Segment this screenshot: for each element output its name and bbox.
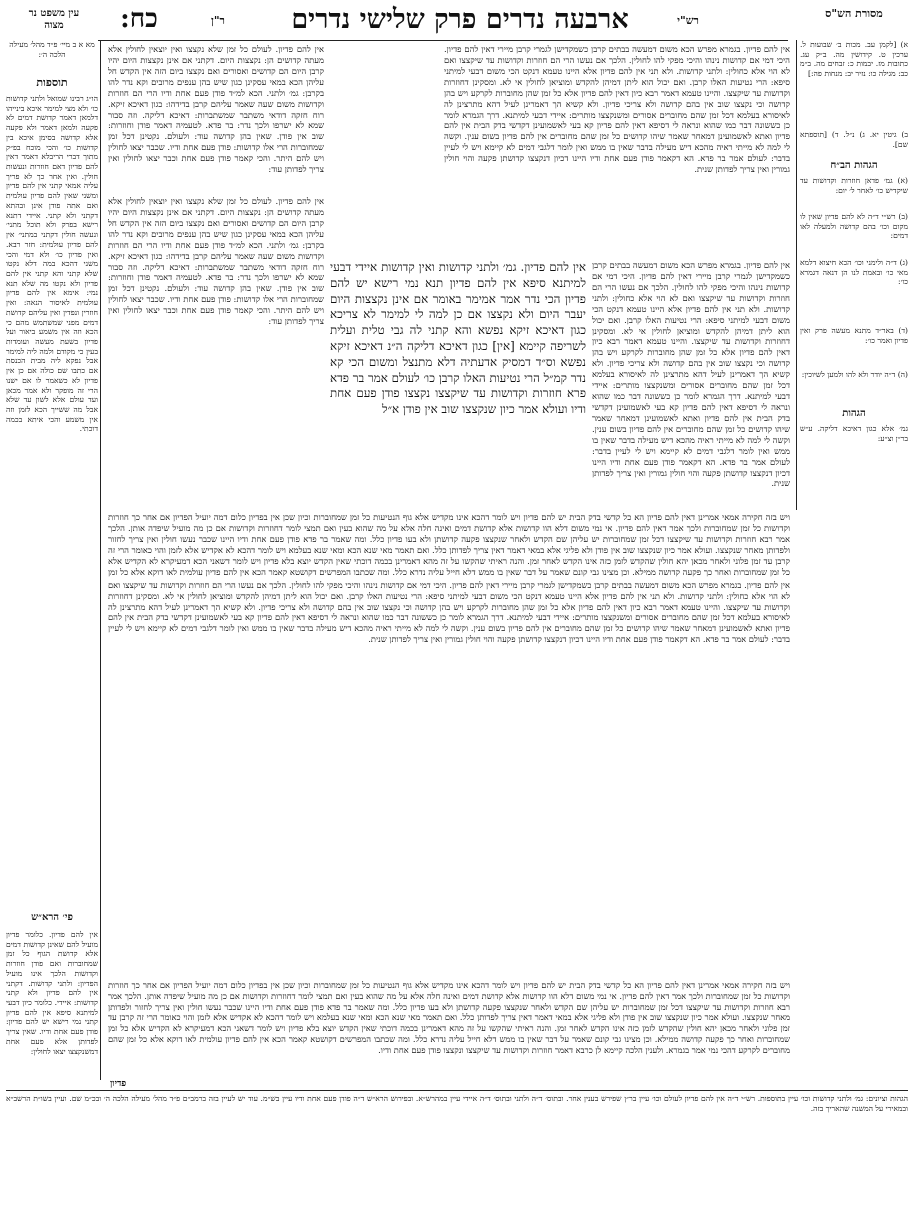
gemara-text: אין להם פדיון. גמ׳ ולתני קדושות ואין קדושות איידי דבעי למיתנא סיפא אין להם פדיון תנא נמי רישא יש להם פדיון הכי נדר אמר אמימר באומר אם אינן נקצצות היום יעבר היום ולא נקצצו אם כן למה לי למימר לא צריכא כגון דאיכא זיקא נפשא והא קתני לה גבי טלית ועלית לשריפה קיימא [אין] כגון דאיכא דליקה ה״נ דאיכא זיקא נפשא וס״ד דמסיק אדעתיה דלא מתנצל ומשום הכי קא נדר קמ״ל הרי נטיעות האלו קרבן כו׳ לעולם אמר בר פדא פרא חוזרות וקדושות עד שיקצצו נקצצו פודן פעם אחת ודיו ועולא אמר כיון שנקצצו שוב אין פודן א״ל	[330, 260, 586, 417]
hagahot-item: (א) גמ׳ פדאן חוזרות וקדושות עד שיקדיש כו׳ לאחר ל׳ יום:	[800, 176, 908, 195]
hagahot-habach-label: הגהות הב״ח	[830, 160, 878, 171]
daf-number: כח:	[120, 4, 158, 34]
rashi-top: אין להם פדיון. לעולם כל זמן שלא נקצצו ואין יוצאין לחולין אלא מעתה קדושים הן: נקצצות היום. דקתני אם אינן נקצצות היום יהיו קרבן היום הם קדושים ואסורים ואם נקצצו ביום הזה אין הקדש חל עליהן הכא במאי עסקינן כגון שיש בהן ענפים מרובים וקא נדר להו בקרבן: גמ׳ ולתני. הכא למ״ד פודן פעם אחת ודיו הרי הם חוזרות וקדושות משום שעה שאמר עליהם קרבן בדידהו: כגון דאיכא זיקא. רוח חזקה דודאי משתבר שמשתברות: דאיכא דליקה. וזה סבור שמא לא ישרפו ולכך נדר: בר פדא. לטעמיה דאמר פודן וחוזרות: שוב אין פודן. שאין בהן קדושה עוד: ולעולם. נקטינן דכל זמן שמחוברות הרי אלו קדושות: פודן פעם אחת ודיו. שכבר יצאו לחולין ויש להם היתר. והכי קאמר פודן פעם אחת וכבר יצאו לחולין ואין צריך לפדותן עוד:	[108, 44, 324, 175]
footer-notes: הגהות וציונים: גמ׳ ולתני קדושות וכו׳ עיין בתוספות. רש״י ד״ה אין להם פדיון לעולם וכו׳ עיין בר״ן שפירש בענין אחר. ובתוס׳ ד״ה ולתני ובתוס׳ ד״ה איידי עיין במהרש״א. ובפירוש הרא״ש ד״ה פודן פעם אחת ודיו עיין בש״מ. עוד יש לעיין בזה ברמב״ם פ״ד מהל׳ מעילה הלכה ה׳ ובכ״מ שם. ועיין בשו״ת הרשב״א ובמאירי על המשנה שהאריך בזה.	[6, 1094, 908, 1113]
hagahot-note: גמ׳ אלא כגון דאיכא דליקה. ע״ש בר״ן וצ״ע:	[800, 424, 908, 443]
ran-top: אין להם פדיון. בגמרא מפרש הכא משום דמעשה בבתים קרבן כשמקדישן לגמרי קרבן מיירי דאין להם פדיון. היכי דמי אם קדושות נינהו והיכי מפקי להו לחולין. הלכך אם נעשו הרי הם חוזרות וקדושות עד שיקצצו ואם לא הוי אלא כחולין: ולתני קדושות. ולא תני אין להם פדיון אלא היינו טעמא דנקט הכי משום דבעי למיתני סיפא: הרי נטיעות האלו קרבן. ואם יכול הוא ליתן דמיהן להקדש ומוציאן לחולין אי לא. ומסקינן דחוזרות וקדושות עד שיקצצו. והיינו טעמא דאמר רבא כיון דאין להם פדיון אלא כל זמן שהן מחוברות לקרקע ויש בהן קדושה וכי נקצצו שוב אין בהם קדושה ולא צריכי פדיון. ולא קשיא הך דאמרינן לעיל דהא מתרצינן לה לאיסורא בעלמא דכל זמן שהם מחוברים אסורים ומשנקצצו מותרים: איידי דבעי למיתנא. דרך הגמרא לומר כן כששונה דבר כמו שהוא ונראה לי דסיפא דאין להם פדיון קא בעי לאשמועינן דקדשי בדק הבית אין להם פדיון ואתא לאשמועינן דמאחר שאמר שיהו קדושים כל זמן שהם מחוברים אין להם פדיון בשום ענין. וקשה לי למה לא מייתי ראיה מהכא דיש מעילה בדבר שאין בו ממש ואין לומר דלגבי דמים לא קיימא ויש לי לעיין בדבר: לעולם אמר בר פדא. הא דקאמר פודן פעם אחת ודיו היינו דכיון דנקצצו קדושתן פקעה והוי חולין גמורין ואין צריך לפדותן שנית.	[444, 44, 790, 175]
footer-rule	[6, 1090, 908, 1091]
divider-left	[100, 40, 101, 1080]
hagahot-item: (ד) באר״ד מתנא מעשה פרק ואין פדיון ואמר כו׳:	[800, 326, 908, 345]
ran-side: אין להם פדיון. בגמרא מפרש הכא משום דמעשה בבתים קרבן כשמקדישן לגמרי קרבן מיירי דאין להם פדיון. היכי דמי אם קדושות נינהו והיכי מפקי להו לחולין. הלכך אם נעשו הרי הם חוזרות וקדושות עד שיקצצו ואם לא הוי אלא כחולין: ולתני קדושות. ולא תני אין להם פדיון אלא היינו טעמא דנקט הכי משום דבעי למיתני סיפא: הרי נטיעות האלו קרבן. ואם יכול הוא ליתן דמיהן להקדש ומוציאן לחולין אי לא. ומסקינן דחוזרות וקדושות עד שיקצצו. והיינו טעמא דאמר רבא כיון דאין להם פדיון אלא כל זמן שהן מחוברות לקרקע ויש בהן קדושה וכי נקצצו שוב אין בהם קדושה ולא צריכי פדיון. ולא קשיא הך דאמרינן לעיל דהא מתרצינן לה לאיסורא בעלמא דכל זמן שהם מחוברים אסורים ומשנקצצו מותרים: איידי דבעי למיתנא. דרך הגמרא לומר כן כששונה דבר כמו שהוא ונראה לי דסיפא דאין להם פדיון קא בעי לאשמועינן דקדשי בדק הבית אין להם פדיון ואתא לאשמועינן דמאחר שאמר שיהו קדושים כל זמן שהם מחוברים אין להם פדיון בשום ענין. וקשה לי למה לא מייתי ראיה מהכא דיש מעילה בדבר שאין בו ממש ואין לומר דלגבי דמים לא קיימא ויש לי לעיין בדבר: לעולם אמר בר פדא. הא דקאמר פודן פעם אחת ודיו היינו דכיון דנקצצו קדושתן פקעה והוי חולין גמורין ואין צריך לפדותן שנית.	[592, 260, 790, 489]
header-rashi: רש"י	[677, 14, 699, 27]
rashi-side: אין להם פדיון. לעולם כל זמן שלא נקצצו ואין יוצאין לחולין אלא מעתה קדושים הן: נקצצות היום. דקתני אם אינן נקצצות היום יהיו קרבן היום הם קדושים ואסורים ואם נקצצו ביום הזה אין הקדש חל עליהן הכא במאי עסקינן כגון שיש בהן ענפים מרובים וקא נדר להו בקרבן: גמ׳ ולתני. הכא למ״ד פודן פעם אחת ודיו הרי הם חוזרות וקדושות משום שעה שאמר עליהם קרבן בדידהו: כגון דאיכא זיקא. רוח חזקה דודאי משתבר שמשתברות: דאיכא דליקה. וזה סבור שמא לא ישרפו ולכך נדר: בר פדא. לטעמיה דאמר פודן וחוזרות: שוב אין פודן. שאין בהן קדושה עוד: ולעולם. נקטינן דכל זמן שמחוברות הרי אלו קדושות: פודן פעם אחת ודיו. שכבר יצאו לחולין ויש להם היתר. והכי קאמר פודן פעם אחת וכבר יצאו לחולין ואין צריך לפדותן עוד:	[108, 196, 324, 327]
mesoret-entry-1: א) [לקמן עב. מכות ב׳ שבועות ל. ערכין ט. קידושין מה. ב״ק עג. כתובות מז. יבמות כ: זבחים מה. ב״מ כב: מגילה כו: נזיר יב: מנחות פה:]	[800, 40, 908, 79]
commentary-bottom: ויש בזה חקירה אמאי אמרינן דאין להם פדיון הא כל קדשי בדק הבית יש להם פדיון ויש לומר דהכא אינו מקדיש אלא גוף הנטיעות כל זמן שמחוברות וכיון שכן אין בפדיון כלום דמה יועיל הפדיון אם אחר כך חוזרות וקדושות כל זמן שמחוברות ולכך אמר דאין להם פדיון. אי נמי משום דלא הוו קדושות אלא קדושת דמים ואינה חלה אלא על מה שהוא בעין ואם תמצי לומר דחוזרות וקדושות אם כן מה מועיל שיפדה אותן. הלכך אמר רבא חוזרות וקדושות עד שיקצצו דכל זמן שמחוברות יש עליהן שם הקדש ולאחר שנקצצו פקעה קדושתן ולא בעו פדיון כלל. ומה שאמר בר פדא פודן פעם אחת ודיו היינו שכבר נעשו חולין ואין צריך לחזור ולפדותן מאחר שנקצצו. ועולא אמר כיון שנקצצו שוב אין פודן ולא פליגי אלא במאי דאמר דאין צריך לפדותן כלל. ואם תאמר מאי שנא הכא ומאי שנא בעלמא ויש לומר דהכא לא אקדיש אלא לזמן והוי כאומר הרי זה קרבן עד זמן פלוני ולאחר מכאן יהא חולין שהקדש לזמן כזה אינו הקדש לאחר זמן. והנה ראיתי שהקשו על זה מהא דאמרינן בכמה דוכתי שאין הקדש יוצא בלא פדיון ויש לומר דשאני הכא דמעיקרא לא הקדיש אלא כל זמן שמחוברות ואחר כך פקעה קדושה ממילא. וכן מצינו גבי קונם שאמר על דבר שאין בו ממש דלא חייל עליה נדרא כלל. ומה שכתבו המפרשים דקושטא קאמר הכא אין להם פדיון עולמית לאו דוקא אלא כל זמן שהם מחוברים לקרקע דהכי נמי אמר בגמרא. ולענין הלכה קיימא לן כרבא דאמר חוזרות וקדושות עד שיקצצו ונקצצו פודן פעם אחת ודיו.	[108, 980, 790, 1055]
tosafot-label: תוספות	[36, 76, 68, 89]
hagahot-item: (ב) רש״י ד״ה לא להם פדיון שאין לו מקום וכו׳ בהם קדושה ולמעלה לאו דמים:	[800, 212, 908, 241]
header-ran: ר"ן	[211, 14, 225, 27]
left-margin-title: עין משפט נר מצוה	[28, 8, 80, 31]
hagahot-label: הגהות	[842, 408, 866, 419]
tosafot-text: הו״ג רבינו שמואל ולתני קדושות כו׳ ולא מצי למימר איכא בינייהו דלמאן דאמר קדושת דמים לא פקעה ולמאן דאמר ולא פקעה אלא קדושה בסימן איכא בין קדושות כו׳ והכי מוכח בפ״ק מתוך דברי הריבלא דאמר דאין להם פדיון דאם חוזרות ונעשות חולין. ואין אחר כך לא פריך עליה אמאי קתני אין להם פדיון ומשני שאין להם פדיון עולמית ואם אתה פודן אינן ובהתא דקתני ולא קתני. איידי דתנא רישא בפרק ולא תוכל מתני׳ ונעשה חולין דקתני במתני׳ אין להם פדיון עולמית: חזר רבא. ואין פדיון כו׳ ולא דמי והכי משני דהכא במה דלא נקטו שלא קתני והא קתני אין להם פדיון ולא נקטו מה שלא תנא נמי: אימא אין להם פדיון עולמית לאיסור הנאה: ואין חוזרין ונפדין ואין עליהם קדושת דמים מפני שמשתמש מהם כי הכא וזה אין משמע ביאור ועל פדיון בשעת מעשה ועומדות בעין כי מקודם ולמה ליה למימר אבל נפקא ליה מבית הכנסת אם כתבו שם כולה אם כן אין פדיון לא כשאמר לו אם ישנו הרי זה מופקר ולא אמר מכאן ועד עולם אלא לשון עד שלא אבל מה ששייך הכא לזמן וזה אין משמע והכי איתא בכמה דוכתי.	[6, 94, 98, 434]
hagahot-item: (ה) ד״ה יודר ולא להו ולמען לשיוכין:	[801, 370, 908, 379]
commentary-middle: ויש בזה חקירה אמאי אמרינן דאין להם פדיון הא כל קדשי בדק הבית יש להם פדיון ויש לומר דהכא אינו מקדיש אלא גוף הנטיעות כל זמן שמחוברות וכיון שכן אין בפדיון כלום דמה יועיל הפדיון אם אחר כך חוזרות וקדושות כל זמן שמחוברות ולכך אמר דאין להם פדיון. אי נמי משום דלא הוו קדושות אלא קדושת דמים ואינה חלה אלא על מה שהוא בעין ואם תמצי לומר דחוזרות וקדושות אם כן מה מועיל שיפדה אותן. הלכך אמר רבא חוזרות וקדושות עד שיקצצו דכל זמן שמחוברות יש עליהן שם הקדש ולאחר שנקצצו פקעה קדושתן ולא בעו פדיון כלל. ומה שאמר בר פדא פודן פעם אחת ודיו היינו שכבר נעשו חולין ואין צריך לחזור ולפדותן מאחר שנקצצו. ועולא אמר כיון שנקצצו שוב אין פודן ולא פליגי אלא במאי דאמר דאין צריך לפדותן כלל. ואם תאמר מאי שנא הכא ומאי שנא בעלמא ויש לומר דהכא לא אקדיש אלא לזמן והוי כאומר הרי זה קרבן עד זמן פלוני ולאחר מכאן יהא חולין שהקדש לזמן כזה אינו הקדש לאחר זמן. והנה ראיתי שהקשו על זה מהא דאמרינן בכמה דוכתי שאין הקדש יוצא בלא פדיון ויש לומר דשאני הכא דמעיקרא לא הקדיש אלא כל זמן שמחוברות ואחר כך פקעה קדושה ממילא. וכן מצינו גבי קונם שאמר על דבר שאין בו ממש דלא חייל עליה נדרא כלל. ומה שכתבו המפרשים דקושטא קאמר הכא אין להם פדיון עולמית לאו דוקא אלא כל זמן	[108, 512, 790, 577]
ein-mishpat-entry: מא א ב מיי׳ פ״ד מהל׳ מעילה הלכה ה׳:	[9, 40, 95, 59]
ran-lower: אין להם פדיון. בגמרא מפרש הכא משום דמעשה בבתים קרבן כשמקדישן לגמרי קרבן מיירי דאין להם פדיון. היכי דמי אם קדושות נינהו והיכי מפקי להו לחולין. הלכך אם נעשו הרי הם חוזרות וקדושות עד שיקצצו ואם לא הוי אלא כחולין: ולתני קדושות. ולא תני אין להם פדיון אלא היינו טעמא דנקט הכי משום דבעי למיתני סיפא: הרי נטיעות האלו קרבן. ואם יכול הוא ליתן דמיהן להקדש ומוציאן לחולין אי לא. ומסקינן דחוזרות וקדושות עד שיקצצו. והיינו טעמא דאמר רבא כיון דאין להם פדיון אלא כל זמן שהן מחוברות לקרקע ויש בהן קדושה וכי נקצצו שוב אין בהם קדושה ולא צריכי פדיון. ולא קשיא הך דאמרינן לעיל דהא מתרצינן לה לאיסורא בעלמא דכל זמן שהם מחוברים אסורים ומשנקצצו מותרים: איידי דבעי למיתנא. דרך הגמרא לומר כן כששונה דבר כמו שהוא ונראה לי דסיפא דאין להם פדיון קא בעי לאשמועינן דקדשי בדק הבית אין להם פדיון ואתא לאשמועינן דמאחר שאמר שיהו קדושים כל זמן שהם מחוברים אין להם פדיון בשום ענין. וקשה לי למה לא מייתי ראיה מהכא דיש מעילה בדבר שאין בו ממש ואין לומר דלגבי דמים לא קיימא ויש לי לעיין בדבר: לעולם אמר בר פדא. הא דקאמר פודן פעם אחת ודיו היינו דכיון דנקצצו קדושתן פקעה והוי חולין גמורין ואין צריך לפדותן שנית.	[108, 580, 790, 644]
page-title: ארבעה נדרים פרק שלישי נדרים	[291, 4, 629, 35]
divider-right	[796, 40, 797, 510]
pi-harash-label: פי׳ הרא״ש	[31, 912, 73, 923]
header-rule	[98, 40, 788, 41]
hagahot-item: (ג) ד״ה ולימני וכו׳ הכא חיצוא דלמא מאי כו׳ ובאמת לנו הן דנאה דגמרא כו׳:	[800, 258, 908, 287]
mesoret-entry-2: ב) גיטין יא. ג) נ״ל. ד) [תוספתא שם].	[800, 130, 908, 149]
catchword: פדיון	[110, 1079, 127, 1089]
right-margin-title: מסורת הש"ס	[825, 7, 883, 20]
pi-harash-text: אין להם פדיון. כלומר פדיון מועיל להם שאינן קדושות דמים אלא קדושת הגוף כל זמן שמחוברות ואם פודן חוזרות וקדושות הלכך אינו מועיל הפדיון: ולתני קדושות. דקתני אין להם פדיון ולא קתני קדושות: איידי. כלומר כיון דבעי למיתנא סיפא אין להם פדיון קתני נמי רישא יש להם פדיון: פודן פעם אחת ודיו. שאין צריך לפדותן אלא פעם אחת דמשנקצצו יצאו לחולין:	[6, 930, 98, 1056]
